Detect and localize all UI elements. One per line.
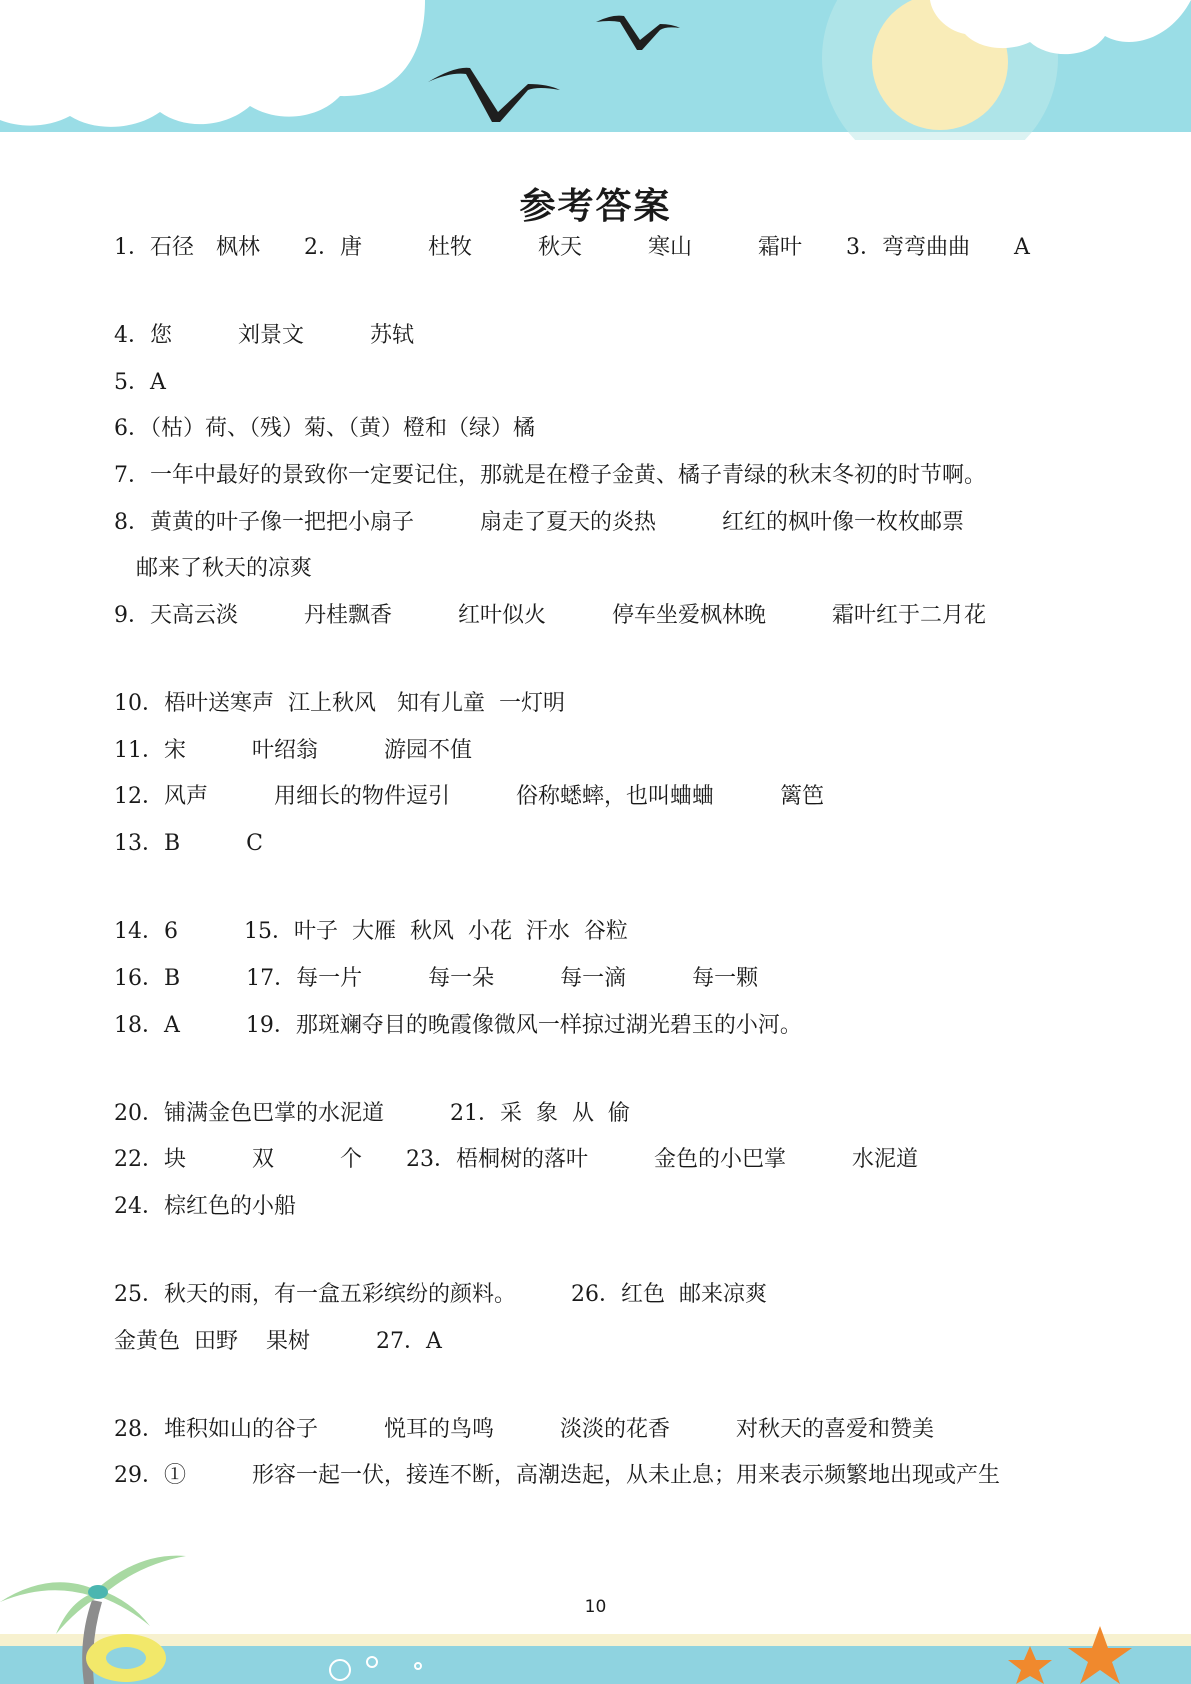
- sea-band: [0, 1646, 1191, 1684]
- sand-band: [0, 1634, 1191, 1646]
- header-decoration: [0, 0, 1191, 140]
- answer-line: 24．棕红色的小船: [114, 1194, 296, 1219]
- answer-line: 6．（枯）荷、（残）菊、（黄）橙和（绿）橘: [114, 416, 535, 441]
- answer-line: 25．秋天的雨，有一盒五彩缤纷的颜料。 26．红色 邮来凉爽: [114, 1282, 767, 1307]
- answer-line: 邮来了秋天的凉爽: [114, 556, 313, 581]
- page-title: 参考答案: [519, 186, 672, 227]
- answer-line: 11．宋 叶绍翁 游园不值: [114, 738, 472, 763]
- answer-line: 20．铺满金色巴掌的水泥道 21．采 象 从 偷: [114, 1101, 630, 1126]
- answer-line: 13．B C: [114, 831, 263, 856]
- answer-line: 28．堆积如山的谷子 悦耳的鸟鸣 淡淡的花香 对秋天的喜爱和赞美: [114, 1417, 934, 1442]
- answer-line: 金黄色 田野 果树 27．A: [114, 1329, 442, 1354]
- answer-line: 22．块 双 个 23．梧桐树的落叶 金色的小巴掌 水泥道: [114, 1147, 918, 1172]
- answer-line: 8．黄黄的叶子像一把把小扇子 扇走了夏天的炎热 红红的枫叶像一枚枚邮票: [114, 510, 964, 535]
- swim-ring-icon: [86, 1634, 166, 1682]
- answer-line: 4．您 刘景文 苏轼: [114, 323, 414, 348]
- answer-line: 7．一年中最好的景致你一定要记住，那就是在橙子金黄、橘子青绿的秋末冬初的时节啊。: [114, 463, 987, 488]
- answer-line: 18．A 19．那斑斓夺目的晚霞像微风一样掠过湖光碧玉的小河。: [114, 1013, 802, 1038]
- answer-line: 16．B 17．每一片 每一朵 每一滴 每一颗: [114, 966, 759, 991]
- answer-line: 5．A: [114, 370, 166, 395]
- page-number: 10: [584, 1597, 607, 1617]
- answer-line: 29．① 形容一起一伏，接连不断，高潮迭起，从未止息；用来表示频繁地出现或产生: [114, 1463, 1000, 1488]
- answer-line: 12．风声 用细长的物件逗引 俗称蟋蟀，也叫蛐蛐 篱笆: [114, 784, 824, 809]
- answer-line: 10．梧叶送寒声 江上秋风 知有儿童 一灯明: [114, 691, 565, 716]
- answer-line: 14．6 15．叶子 大雁 秋风 小花 汗水 谷粒: [114, 919, 628, 944]
- answer-line: 1．石径 枫林 2．唐 杜牧 秋天 寒山 霜叶 3．弯弯曲曲 A: [114, 235, 1030, 260]
- answer-line: 9．天高云淡 丹桂飘香 红叶似火 停车坐爱枫林晚 霜叶红于二月花: [114, 603, 987, 628]
